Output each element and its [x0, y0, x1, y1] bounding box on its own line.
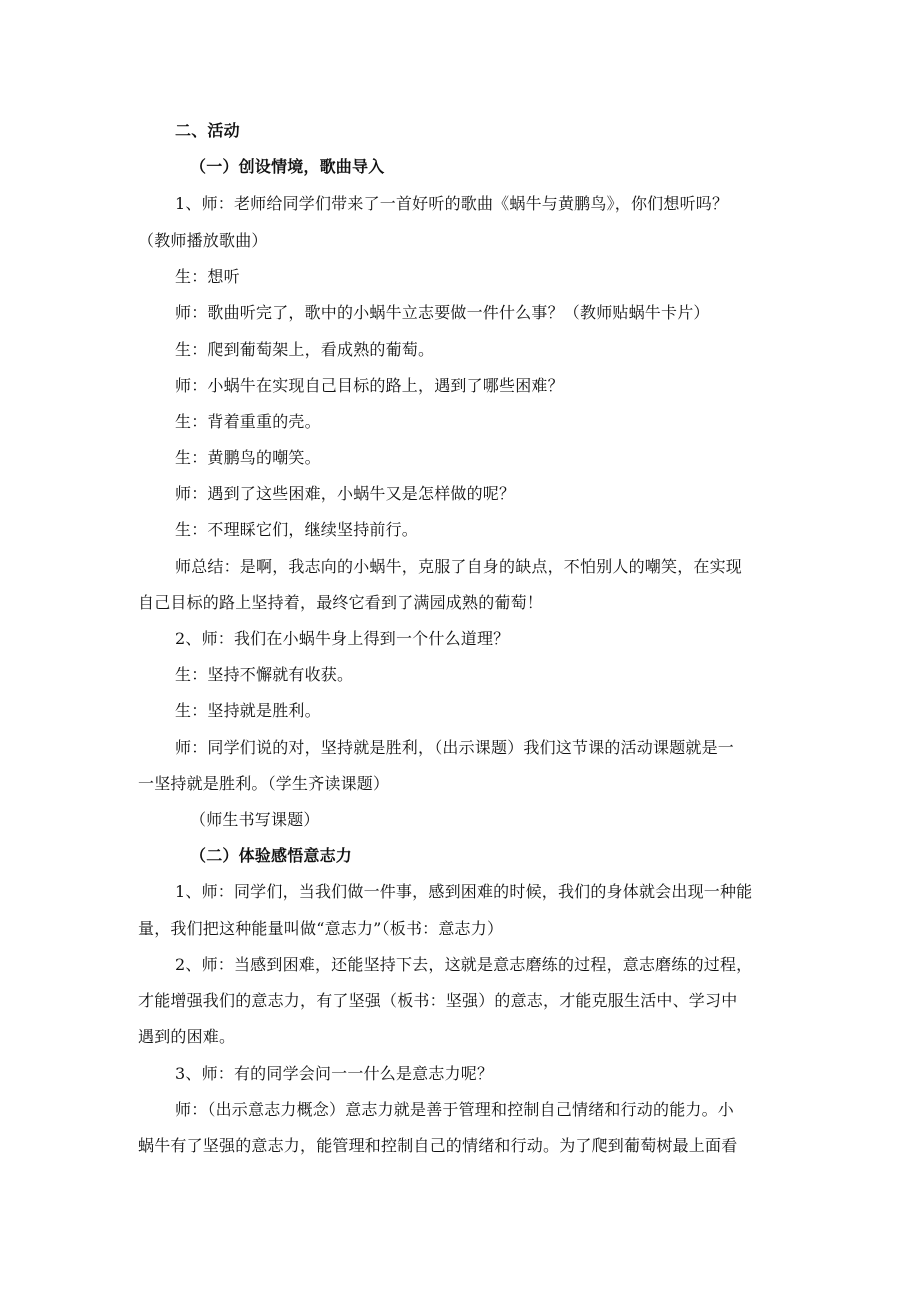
paragraph-line: 遇到的困难。: [138, 1027, 236, 1046]
paragraph-line: 师：遇到了这些困难，小蜗牛又是怎样做的呢？: [175, 484, 516, 503]
paragraph-line: 才能增强我们的意志力，有了坚强（板书：坚强）的意志，才能克服生活中、学习中: [138, 991, 738, 1010]
paragraph-line: 自己目标的路上坚持着，最终它看到了满园成熟的葡萄！: [138, 593, 544, 612]
subsection-title-2: （二）体验感悟意志力: [190, 846, 353, 865]
paragraph-line: 生：坚持就是胜利。: [175, 701, 321, 720]
paragraph-line: 师：（出示意志力概念）意志力就是善于管理和控制自己情绪和行动的能力。小: [175, 1100, 735, 1119]
paragraph-line: 2、师：当感到困难，还能坚持下去，这就是意志磨练的过程，意志磨练的过程，: [175, 955, 753, 974]
section-heading: 二、活动: [175, 121, 240, 140]
paragraph-line: 生：爬到葡萄架上，看成熟的葡萄。: [175, 340, 435, 359]
paragraph-line: 3、师：有的同学会问一一什么是意志力呢？: [175, 1064, 494, 1083]
paragraph-line: 1、师：老师给同学们带来了一首好听的歌曲《蜗牛与黄鹏鸟》，你们想听吗？: [175, 194, 729, 213]
paragraph-line: 1、师：同学们，当我们做一件事，感到困难的时候，我们的身体就会出现一种能: [175, 882, 753, 901]
paragraph-line: 生：想听: [175, 267, 240, 286]
paragraph-line: 量，我们把这种能量叫做“意志力”（板书：意志力）: [138, 919, 504, 938]
paragraph-line: 师：同学们说的对，坚持就是胜利，（出示课题）我们这节课的活动课题就是一: [175, 738, 735, 757]
paragraph-line: 2、师：我们在小蜗牛身上得到一个什么道理？: [175, 629, 510, 648]
paragraph-line: 生：黄鹏鸟的嘲笑。: [175, 448, 321, 467]
subsection-title-1: （一）创设情境，歌曲导入: [190, 157, 385, 176]
paragraph-line: 师：小蜗牛在实现自己目标的路上，遇到了哪些困难？: [175, 376, 564, 395]
paragraph-line: 生：不理睬它们，继续坚持前行。: [175, 520, 419, 539]
paragraph-line: 生：背着重重的壳。: [175, 412, 321, 431]
paragraph-line: 师：歌曲听完了，歌中的小蜗牛立志要做一件什么事？（教师贴蜗牛卡片）: [175, 303, 710, 322]
paragraph-line: （教师播放歌曲）: [138, 231, 268, 250]
paragraph-line: 蜗牛有了坚强的意志力，能管理和控制自己的情绪和行动。为了爬到葡萄树最上面看: [138, 1136, 738, 1155]
paragraph-line: 生：坚持不懈就有收获。: [175, 665, 354, 684]
paragraph-line: （师生书写课题）: [190, 810, 320, 829]
paragraph-line: 师总结：是啊，我志向的小蜗牛，克服了自身的缺点，不怕别人的嘲笑，在实现: [175, 557, 743, 576]
paragraph-line: 一坚持就是胜利。（学生齐读课题）: [138, 774, 390, 793]
